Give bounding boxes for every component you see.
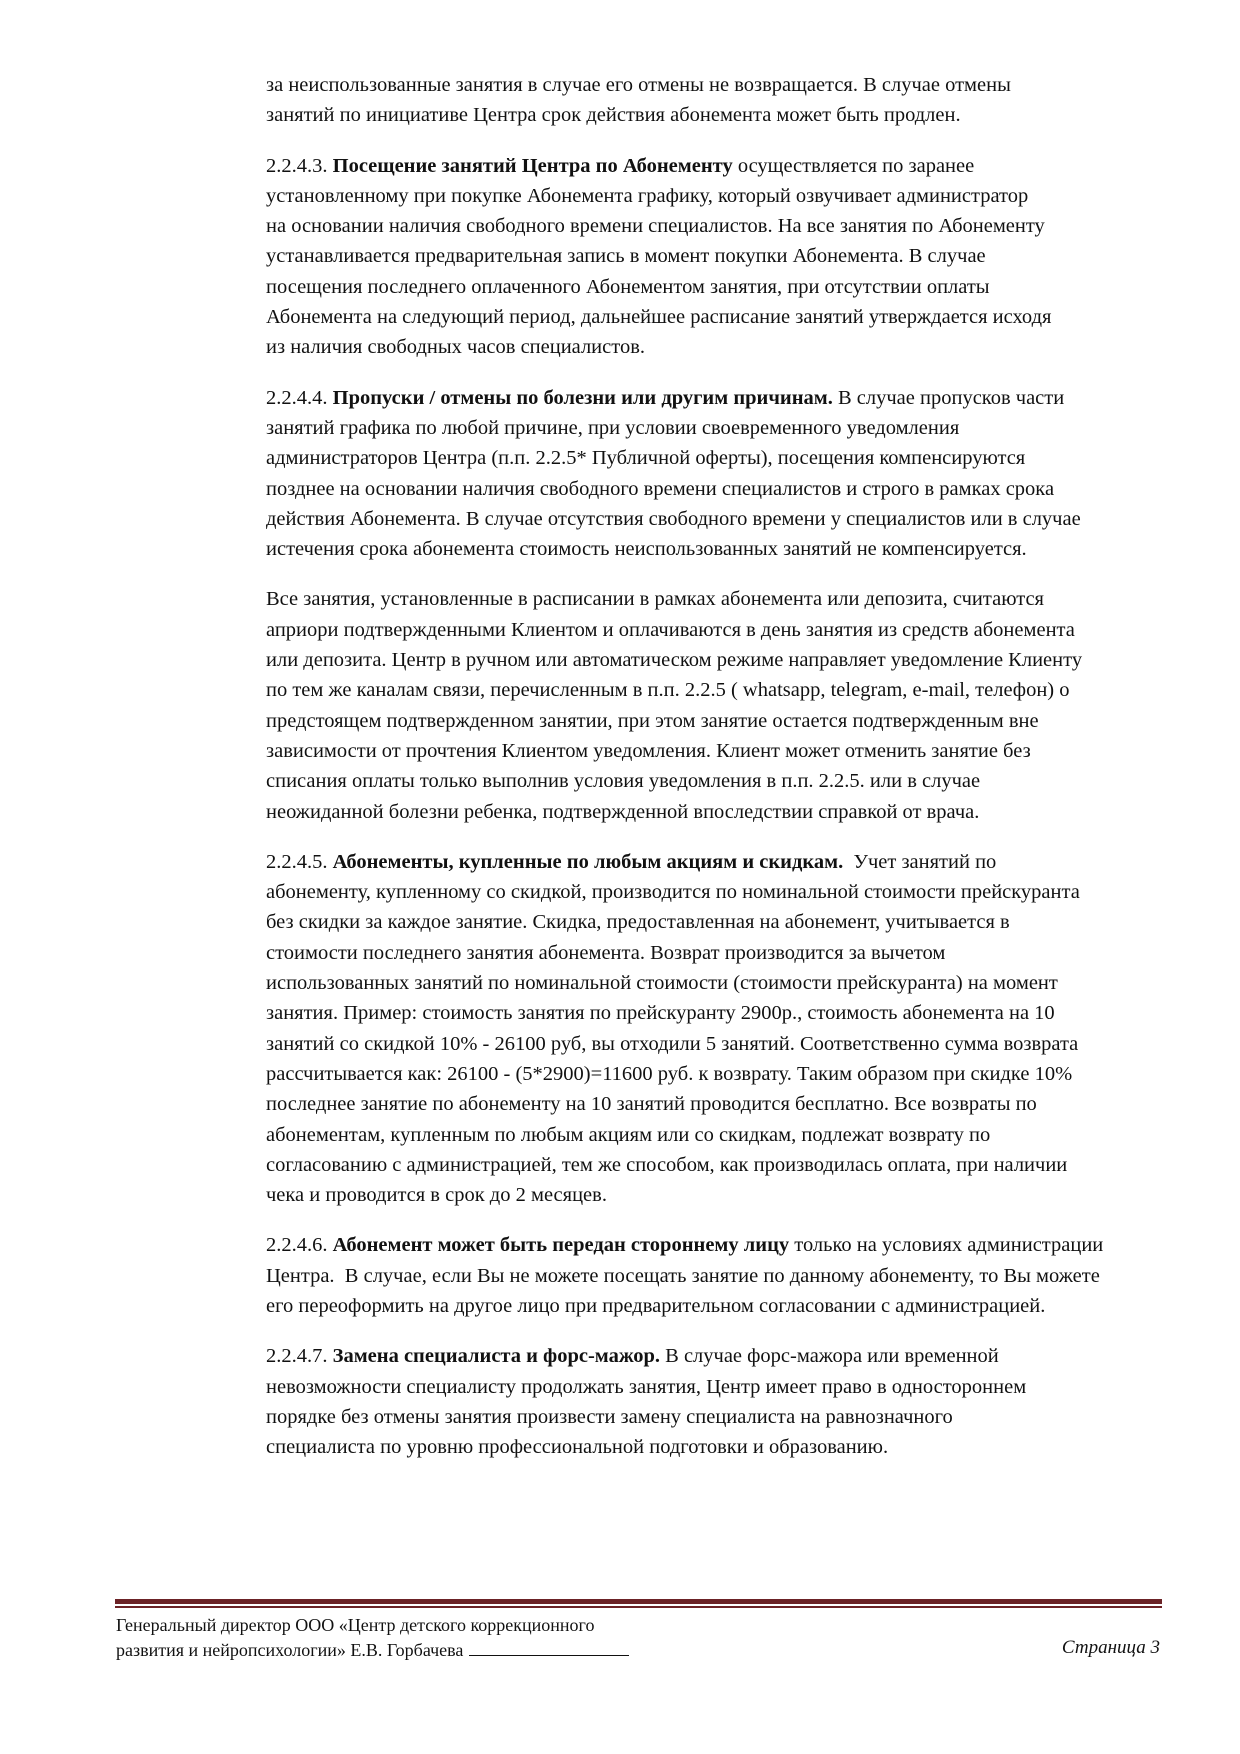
intro-paragraph	[266, 70, 1226, 131]
section-title: Замена специалиста и форс-мажор.	[332, 1345, 661, 1368]
section-first-line-rest: В случае форс-мажора или временной	[660, 1345, 999, 1368]
text-line: администраторов Центра (п.п. 2.2.5* Публичной оферты), посещения компенсируются	[266, 447, 1026, 470]
text-line: зависимости от прочтения Клиентом уведомления. Клиент может отменить занятие без	[266, 739, 1031, 762]
footer-divider	[115, 1599, 1162, 1608]
section-first-line-rest: Учет занятий по	[843, 850, 997, 873]
section-number: 2.2.4.7.	[266, 1345, 328, 1368]
section-first-line	[266, 847, 1226, 877]
section-first-line-rest: В случае пропусков части	[832, 386, 1065, 409]
text-line: стоимости последнего занятия абонемента. Возврат производится за вычетом	[266, 941, 946, 964]
text-line: занятий по инициативе Центра срок действия абонемента может быть продлен.	[266, 104, 961, 127]
section-title: Посещение занятий Центра по Абонементу	[332, 154, 733, 177]
text-line: априори подтвержденными Клиентом и оплачиваются в день занятия из средств абонемента	[266, 618, 1075, 641]
text-line: позднее на основании наличия свободного времени специалистов и строго в рамках срока	[266, 477, 1055, 500]
text-line: абонементам, купленным по любым акциям или со скидкам, подлежат возврату по	[266, 1123, 991, 1146]
text-line: последнее занятие по абонементу на 10 занятий проводится бесплатно. Все возвраты по	[266, 1093, 1037, 1116]
text-line: из наличия свободных часов специалистов.	[266, 336, 645, 359]
signature-name: развития и нейропсихологии» Е.В. Горбачева	[116, 1640, 464, 1660]
section-first-line	[266, 1341, 1226, 1371]
section-number: 2.2.4.5.	[266, 850, 328, 873]
footer-divider-thin	[115, 1606, 1162, 1608]
footer-signature	[116, 1613, 629, 1662]
page-number: Страница 3	[1061, 1637, 1160, 1658]
section-first-line	[266, 383, 1226, 413]
section-number: 2.2.4.6.	[266, 1234, 328, 1257]
text-line: Центра. В случае, если Вы не можете посещать занятие по данному абонементу, то Вы можете	[266, 1264, 1100, 1287]
sessions-confirmation-paragraph	[266, 584, 1226, 826]
text-line: действия Абонемента. В случае отсутствия свободного времени у специалистов или в случае	[266, 507, 1081, 530]
section-first-line-rest: осуществляется по заранее	[732, 154, 975, 177]
section-title: Абонемент может быть передан стороннему лицу	[332, 1234, 790, 1257]
section-2-2-4-4	[266, 383, 1226, 565]
signature-blank	[469, 1637, 629, 1656]
text-line: по тем же каналам связи, перечисленным в п.п. 2.2.5 ( whatsapp, telegram, e-mail, телефон) о	[266, 679, 1070, 702]
text-line: использованных занятий по номинальной стоимости (стоимости прейскуранта) на момент	[266, 972, 1058, 995]
section-title: Пропуски / отмены по болезни или другим причинам.	[332, 386, 833, 409]
signature-line-2	[116, 1637, 629, 1662]
text-line: рассчитывается как: 26100 - (5*2900)=11600 руб. к возврату. Таким образом при скидке 10%	[266, 1062, 1073, 1085]
text-line: занятий графика по любой причине, при условии своевременного уведомления	[266, 416, 960, 439]
document-body	[266, 70, 1226, 1482]
section-first-line	[266, 1230, 1226, 1260]
section-2-2-4-3	[266, 151, 1226, 363]
section-first-line	[266, 151, 1226, 181]
text-line: устанавливается предварительная запись в момент покупки Абонемента. В случае	[266, 245, 986, 268]
text-line: его переоформить на другое лицо при предварительном согласовании с администрацией.	[266, 1294, 1046, 1317]
text-line: Абонемента на следующий период, дальнейшее расписание занятий утверждается исходя	[266, 306, 1052, 329]
section-2-2-4-7	[266, 1341, 1226, 1462]
text-line: согласованию с администрацией, тем же способом, как производилась оплата, при наличии	[266, 1153, 1068, 1176]
text-line: специалиста по уровню профессиональной подготовки и образованию.	[266, 1436, 889, 1459]
signature-line-1: Генеральный директор ООО «Центр детского коррекционного	[116, 1615, 595, 1635]
text-line: предстоящем подтвержденном занятии, при этом занятие остается подтвержденным вне	[266, 709, 1039, 732]
text-line: за неиспользованные занятия в случае его отмены не возвращается. В случае отмены	[266, 74, 1011, 96]
text-line: невозможности специалисту продолжать занятия, Центр имеет право в одностороннем	[266, 1375, 1027, 1398]
text-line: порядке без отмены занятия произвести замену специалиста на равнозначного	[266, 1405, 953, 1428]
text-line: неожиданной болезни ребенка, подтвержденной впоследствии справкой от врача.	[266, 800, 980, 823]
text-line: абонементу, купленному со скидкой, производится по номинальной стоимости прейскуранта	[266, 881, 1080, 904]
text-line: Все занятия, установленные в расписании в рамках абонемента или депозита, считаются	[266, 588, 1044, 611]
text-line: или депозита. Центр в ручном или автоматическом режиме направляет уведомление Клиенту	[266, 649, 1083, 672]
text-line: списания оплаты только выполнив условия уведомления в п.п. 2.2.5. или в случае	[266, 770, 981, 793]
section-2-2-4-6	[266, 1230, 1226, 1321]
section-number: 2.2.4.3.	[266, 154, 328, 177]
section-number: 2.2.4.4.	[266, 386, 328, 409]
text-line: истечения срока абонемента стоимость неиспользованных занятий не компенсируется.	[266, 538, 1027, 561]
text-line: занятия. Пример: стоимость занятия по прейскуранту 2900р., стоимость абонемента на 10	[266, 1002, 1055, 1025]
text-line: посещения последнего оплаченного Абонементом занятия, при отсутствии оплаты	[266, 275, 990, 298]
text-line: на основании наличия свободного времени специалистов. На все занятия по Абонементу	[266, 215, 1045, 238]
text-line: занятий со скидкой 10% - 26100 руб, вы отходили 5 занятий. Соответственно сумма возврата	[266, 1032, 1079, 1055]
text-line: установленному при покупке Абонемента графику, который озвучивает администратор	[266, 184, 1029, 207]
text-line: без скидки за каждое занятие. Скидка, предоставленная на абонемент, учитывается в	[266, 911, 1010, 934]
section-first-line-rest: только на условиях администрации	[789, 1234, 1104, 1257]
section-2-2-4-5	[266, 847, 1226, 1211]
section-title: Абонементы, купленные по любым акциям и скидкам.	[332, 850, 844, 873]
text-line: чека и проводится в срок до 2 месяцев.	[266, 1184, 607, 1207]
